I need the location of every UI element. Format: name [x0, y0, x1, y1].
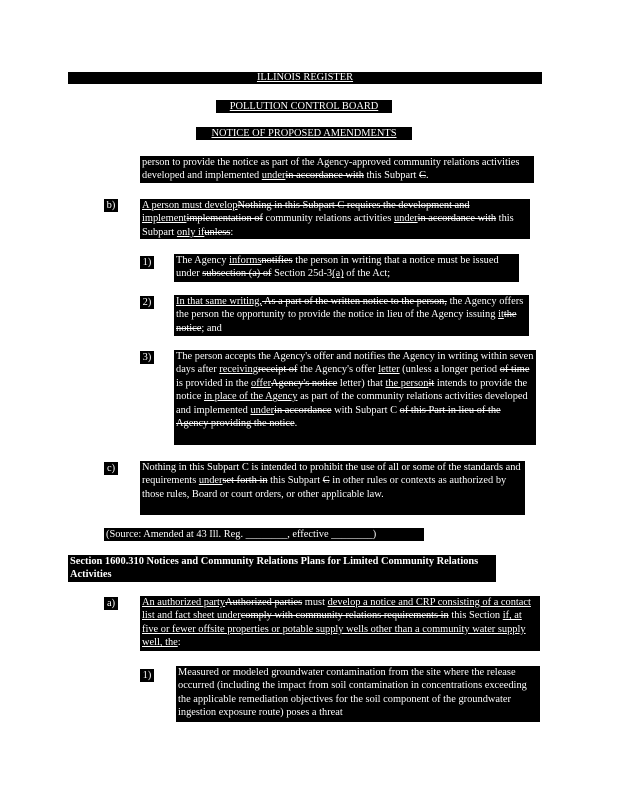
b3-insert-6: under: [250, 404, 275, 416]
b3-text-7: as part of the community relations activities developed and implemented: [176, 391, 528, 416]
board-title: [216, 100, 392, 113]
b3-delete-2: of time: [499, 364, 530, 376]
paragraph-b: [140, 199, 530, 239]
b3-insert-2: letter: [378, 364, 400, 376]
c-text-2: this Subpart: [267, 475, 323, 487]
register-title-text: ILLINOIS REGISTER: [256, 72, 354, 83]
item-b2: [174, 295, 529, 336]
a-delete-1: Authorized parties: [225, 597, 303, 608]
paragraph-b-label: b): [104, 199, 118, 212]
b3-text-8: with Subpart C: [331, 404, 400, 416]
intro-paragraph: [140, 156, 534, 183]
a-end: :: [177, 637, 181, 649]
b3-text-4: is provided in the: [176, 377, 252, 389]
section-heading-text: Section 1600.310 Notices and Community Relations Plans for Limited Community Relations Activities: [70, 556, 479, 581]
b3-insert-1: receiving: [219, 364, 258, 376]
a-delete-2: comply with community relations requirements in: [240, 610, 449, 622]
c-delete-1: set forth in: [222, 475, 268, 487]
b1-text-3: Section 25d-3: [271, 268, 333, 280]
b-insert-1: A person must develop: [142, 200, 238, 211]
item-b3-label: 3): [140, 351, 154, 364]
b2-insert-2: it: [498, 309, 504, 321]
notice-title: [196, 127, 412, 140]
b1-insert-2: (a): [332, 268, 344, 280]
item-a1-label: 1): [140, 669, 154, 682]
item-b3: [174, 350, 536, 445]
a-insert-3: if, at five or fewer offsite properties or potable supply wells other than a community water supply well, the: [142, 610, 526, 649]
paragraph-c: [140, 461, 525, 515]
source-text: (Source: Amended at 43 Ill. Reg. ________, effective ________): [106, 529, 377, 540]
b2-text-1: the Agency offers the person the opportunity to provide the notice in lieu of the Agency issuing: [176, 296, 524, 321]
a-text-1: must: [302, 597, 328, 608]
paragraph-a-label: a): [104, 597, 118, 610]
item-a1: [176, 666, 540, 722]
intro-text-2: this Subpart: [363, 170, 420, 182]
b3-delete-6: of this Part in lieu of the Agency providing the notice: [176, 404, 501, 430]
b-text-3: this Subpart: [142, 213, 514, 238]
c-text-1: Nothing in this Subpart C is intended to prohibit the use of all or some of the standards and requirements: [142, 462, 521, 487]
c-text-3: in other rules or contexts as authorized by those rules, Board or court orders, or other applicable law.: [142, 475, 507, 500]
b2-delete-2: the notice: [176, 309, 517, 334]
b3-insert-5: in place of the Agency: [204, 391, 298, 403]
b3-text-5: letter) that: [337, 377, 386, 389]
b3-text-6: intends to provide the notice: [176, 377, 528, 403]
b2-end: ; and: [201, 322, 222, 334]
paragraph-a: [140, 596, 540, 651]
c-insert-1: under: [198, 475, 223, 487]
item-b1: [174, 254, 519, 282]
b3-text-1: The person accepts the Agency's offer and notifies the Agency in writing within seven days after: [176, 351, 534, 376]
register-title: [68, 72, 542, 84]
b1-text-2: the person in writing that a notice must be issued under: [176, 255, 499, 280]
b-delete-3: in accordance with: [417, 213, 497, 225]
b-delete-2: implementation of: [186, 213, 263, 225]
intro-delete-2: C: [419, 170, 426, 182]
b1-insert-1: informs: [229, 255, 262, 266]
b-text-2: community relations activities: [262, 213, 394, 225]
b3-delete-3: Agency's notice: [271, 377, 338, 389]
intro-insert-1: under: [261, 170, 286, 182]
b-delete-1: Nothing in this Subpart C requires the development and: [237, 200, 470, 211]
a-text-2: this Section: [448, 610, 503, 622]
b-delete-4: unless: [204, 226, 231, 238]
b3-delete-1: receipt of: [257, 364, 298, 376]
b2-insert-1: In that same writing,: [176, 296, 262, 307]
b3-insert-3: offer: [251, 377, 272, 389]
b3-delete-5: in accordance: [274, 404, 332, 416]
b-insert-4: only if: [176, 226, 205, 238]
item-b2-label: 2): [140, 296, 154, 309]
b3-text-3: (unless a longer period: [399, 364, 500, 376]
a-insert-2: develop a notice and CRP consisting of a contact list and fact sheet under: [142, 597, 531, 622]
source-note: [104, 528, 424, 541]
notice-title-text: NOTICE OF PROPOSED AMENDMENTS: [211, 128, 397, 139]
b1-end: of the Act;: [343, 268, 391, 280]
section-heading: [68, 555, 496, 582]
b-insert-3: under: [393, 213, 418, 225]
intro-text-1: person to provide the notice as part of the Agency-approved community relations activities developed and implemented: [142, 157, 520, 182]
intro-delete-1: in accordance with: [285, 170, 364, 182]
b1-text-1: The Agency: [176, 255, 230, 266]
b-insert-2: implement: [142, 213, 187, 225]
a-insert-1: An authorized party: [142, 597, 226, 608]
b3-delete-4: it: [428, 377, 435, 389]
a1-text: Measured or modeled groundwater contamination from the site where the release occurred (including the impact from soil contamination in concentrations exceeding the applicable remediation objectives for the soil component of the groundwater ingestion exposure route) poses a threat: [178, 667, 527, 719]
b3-end: .: [294, 418, 298, 430]
b1-delete-2: subsection (a) of: [202, 268, 272, 280]
board-title-text: POLLUTION CONTROL BOARD: [229, 101, 379, 112]
b3-text-2: the Agency's offer: [297, 364, 379, 376]
b1-delete-1: notifies: [261, 255, 293, 266]
b-end: :: [230, 226, 234, 238]
paragraph-c-label: c): [104, 462, 118, 475]
b2-delete-1: As a part of the written notice to the person,: [262, 296, 447, 307]
intro-end: .: [425, 170, 429, 182]
b3-insert-4: the person: [385, 377, 429, 389]
item-b1-label: 1): [140, 256, 154, 269]
c-delete-2: C: [322, 475, 330, 487]
